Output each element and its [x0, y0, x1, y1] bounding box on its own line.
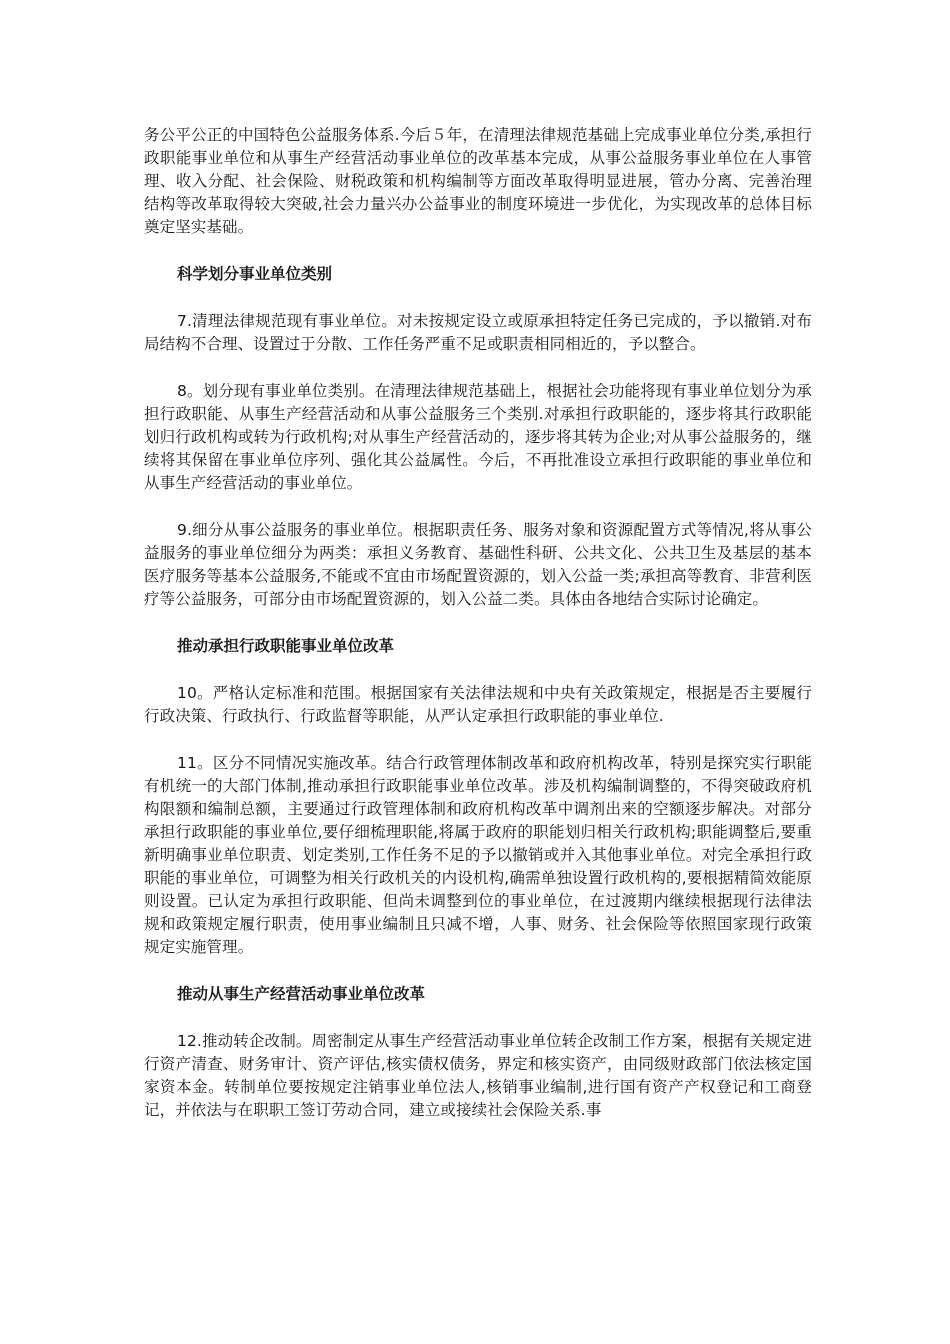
section-heading-classification: 科学划分事业单位类别 [177, 265, 333, 283]
paragraph-item-12: 12.推动转企改制。周密制定从事生产经营活动事业单位转企改制工作方案，根据有关规定进行资产清查、财务审计、资产评估,核实债权债务，界定和核实资产，由同级财政部门依法核定国家资本金。转制单位要按规定注销事业单位法人,核销事业编制,进行国有资产产权登记和工商登记，并依法与在职职工签订劳动合同，建立或接续社会保险关系.事 [144, 1032, 812, 1119]
section-heading-administrative-reform: 推动承担行政职能事业单位改革 [177, 637, 395, 655]
paragraph-item-11: 11。区分不同情况实施改革。结合行政管理体制改革和政府机构改革，特别是探究实行职能有机统一的大部门体制,推动承担行政职能事业单位改革。涉及机构编制调整的，不得突破政府机构限额和编制总额，主要通过行政管理体制和政府机构改革中调剂出来的空额逐步解决。对部分承担行政职能的事业单位,要仔细梳理职能,将属于政府的职能划归相关行政机构;职能调整后,要重新明确事业单位职责、划定类别,工作任务不足的予以撤销或并入其他事业单位。对完全承担行政职能的事业单位，可调整为相关行政机关的内设机构,确需单独设置行政机构的,要根据精简效能原则设置。已认定为承担行政职能、但尚未调整到位的事业单位，在过渡期内继续根据现行法律法规和政策规定履行职责，使用事业编制且只减不增，人事、财务、社会保险等依照国家现行政策规定实施管理。 [144, 754, 812, 956]
section-heading-business-reform: 推动从事生产经营活动事业单位改革 [177, 985, 426, 1003]
paragraph-item-8: 8。划分现有事业单位类别。在清理法律规范基础上，根据社会功能将现有事业单位划分为承担行政职能、从事生产经营活动和从事公益服务三个类别.对承担行政职能的，逐步将其行政职能划归行政机构或转为行政机构;对从事生产经营活动的，逐步将其转为企业;对从事公益服务的，继续将其保留在事业单位序列、强化其公益属性。今后，不再批准设立承担行政职能的事业单位和从事生产经营活动的事业单位。 [144, 382, 812, 492]
paragraph-item-9: 9.细分从事公益服务的事业单位。根据职责任务、服务对象和资源配置方式等情况,将从事公益服务的事业单位细分为两类：承担义务教育、基础性科研、公共文化、公共卫生及基层的基本医疗服务等基本公益服务,不能或不宜由市场配置资源的，划入公益一类;承担高等教育、非营利医疗等公益服务，可部分由市场配置资源的，划入公益二类。具体由各地结合实际讨论确定。 [144, 521, 812, 608]
document-body [144, 124, 812, 1146]
paragraph-intro: 务公平公正的中国特色公益服务体系.今后５年，在清理法律规范基础上完成事业单位分类,承担行政职能事业单位和从事生产经营活动事业单位的改革基本完成，从事公益服务事业单位在人事管理、收入分配、社会保险、财税政策和机构编制等方面改革取得明显进展，管办分离、完善治理结构等改革取得较大突破,社会力量兴办公益事业的制度环境进一步优化，为实现改革的总体目标奠定坚实基础。 [144, 126, 812, 236]
paragraph-item-7: 7.清理法律规范现有事业单位。对未按规定设立或原承担特定任务已完成的，予以撤销.对布局结构不合理、设置过于分散、工作任务严重不足或职责相同相近的，予以整合。 [144, 312, 812, 353]
paragraph-item-10: 10。严格认定标准和范围。根据国家有关法律法规和中央有关政策规定，根据是否主要履行行政决策、行政执行、行政监督等职能，从严认定承担行政职能的事业单位. [144, 684, 812, 725]
